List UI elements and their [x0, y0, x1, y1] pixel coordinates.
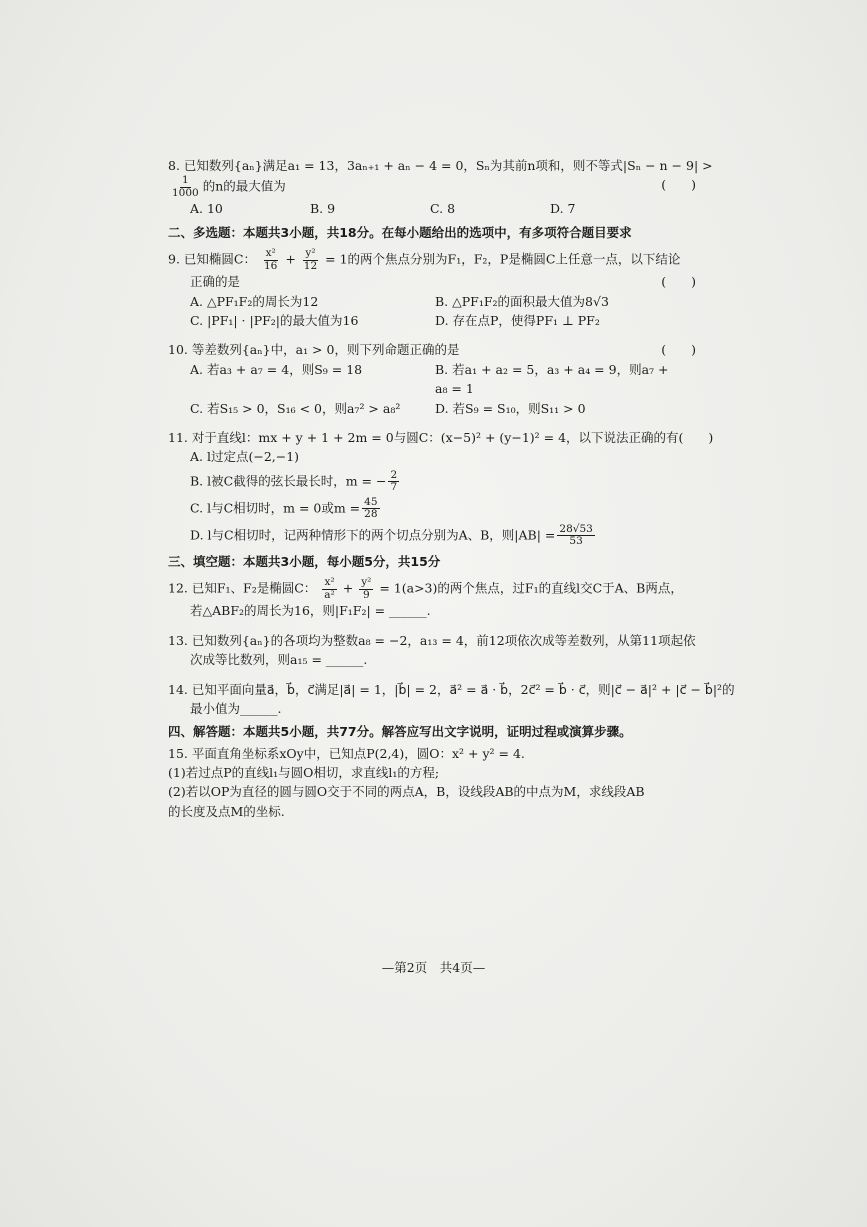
- q12-frac1: [322, 577, 336, 601]
- q12-frac1-den: a²: [324, 588, 335, 601]
- q11-option-c-den: 28: [364, 508, 378, 521]
- q9-frac2: [302, 248, 319, 272]
- q13-line2: 次成等比数列，则a₁₅ = ______.: [190, 652, 368, 668]
- q8-option-b: B. 9: [310, 201, 336, 217]
- q11-option-b: [168, 470, 708, 494]
- question-8: [168, 156, 713, 219]
- q9-answer-paren: ( ): [661, 274, 696, 290]
- q9-option-a: A. △PF₁F₂的周长为12: [190, 293, 319, 309]
- q15-part1: (1)若过点P的直线l₁与圆O相切，求直线l₁的方程;: [168, 765, 440, 781]
- question-14: [168, 680, 735, 719]
- q8-frac-den: 1000: [172, 186, 199, 199]
- q10-answer-paren: ( ): [661, 342, 696, 358]
- q15-part2a: (2)若以OP为直径的圆与圆O交于不同的两点A，B，设线段AB的中点为M，求线段AB: [168, 784, 645, 800]
- q12-frac2-den: 9: [362, 588, 370, 601]
- q9-options-row2: [168, 311, 708, 330]
- q10-option-a: A. 若a₃ + a₇ = 4，则S₉ = 18: [190, 361, 363, 377]
- q11-option-b-text: B. l被C截得的弦长最长时，m = −: [190, 473, 387, 489]
- q8-option-a: A. 10: [190, 201, 223, 217]
- q9-line2: [168, 272, 708, 291]
- q11-option-b-frac: [388, 470, 399, 494]
- q10-options-row2: [168, 399, 708, 418]
- q12-line1: [168, 577, 708, 601]
- q10-option-b: B. 若a₁ + a₂ = 5，a₃ + a₄ = 9，则a₇ + a₈ = 1: [435, 361, 669, 397]
- q9-frac1-num: x²: [265, 247, 276, 260]
- q9-frac1-den: 16: [263, 259, 278, 272]
- q11-line1: 11. 对于直线l：mx + y + 1 + 2m = 0与圆C：(x−5)² + (y−1)² = 4，以下说法正确的有( ): [168, 429, 714, 445]
- q8-line1: 8. 已知数列{aₙ}满足a₁ = 13，3aₙ₊₁ + aₙ − 4 = 0，Sₙ为其前n项和，则不等式|Sₙ − n − 9| >: [168, 158, 713, 173]
- q8-answer-paren: ( ): [661, 177, 696, 193]
- q12-plus: +: [342, 580, 354, 596]
- page-footer: —第2页 共4页—: [381, 960, 486, 975]
- q9-line1: [168, 248, 708, 272]
- q11-option-c-text: C. l与C相切时，m = 0或m =: [190, 500, 361, 516]
- q8-option-d: D. 7: [550, 201, 576, 217]
- q11-option-c-frac: [362, 497, 379, 521]
- q12-pre: 12. 已知F₁、F₂是椭圆C：: [168, 580, 317, 596]
- q11-option-d-text: D. l与C相切时，记两种情形下的两个切点分别为A、B，则|AB| =: [190, 527, 556, 543]
- q8-option-c: C. 8: [430, 201, 456, 217]
- q9-frac2-num: y²: [305, 247, 316, 260]
- question-12: [168, 577, 708, 620]
- q9-option-c: C. |PF₁| · |PF₂|的最大值为16: [190, 313, 359, 329]
- q15-part2b: 的长度及点M的坐标.: [168, 803, 285, 819]
- q12-frac1-num: x²: [324, 576, 335, 589]
- q9-frac1: [262, 248, 279, 272]
- question-9: [168, 248, 708, 330]
- q11-option-d-den: 53: [569, 535, 583, 548]
- q8-options: [168, 199, 708, 218]
- q11-option-b-num: 2: [390, 468, 398, 481]
- q12-frac2: [359, 577, 373, 601]
- q9-options-row1: [168, 292, 708, 311]
- q11-option-d-frac: [557, 524, 594, 548]
- exam-content: [168, 150, 735, 821]
- q15-line1: 15. 平面直角坐标系xOy中，已知点P(2,4)，圆O：x² + y² = 4.: [168, 745, 525, 761]
- q10-options-row1: [168, 360, 708, 399]
- q11-option-b-den: 7: [390, 481, 398, 494]
- q10-option-c: C. 若S₁₅ > 0，S₁₆ < 0，则a₇² > a₈²: [190, 400, 401, 416]
- q13-line1: 13. 已知数列{aₙ}的各项均为整数a₈ = −2，a₁₃ = 4，前12项依次成等差数列，从第11项起依: [168, 632, 696, 648]
- question-15: [168, 744, 708, 822]
- question-11: [168, 428, 714, 548]
- q8-frac-num: 1: [182, 174, 189, 187]
- q11-option-a: A. l过定点(−2,−1): [190, 449, 300, 465]
- q12-line2: 若△ABF₂的周长为16，则|F₁F₂| = ______.: [190, 603, 431, 619]
- question-10: [168, 340, 708, 418]
- q12-frac2-num: y²: [361, 576, 372, 589]
- q9-plus: +: [285, 251, 296, 267]
- q9-post: = 1的两个焦点分别为F₁，F₂，P是椭圆C上任意一点，以下结论: [325, 251, 681, 267]
- q8-line2-text: 的n的最大值为: [202, 178, 286, 194]
- q11-option-c: [168, 497, 708, 521]
- q8-fraction: [170, 175, 201, 199]
- q9-option-b: B. △PF₁F₂的面积最大值为8√3: [435, 293, 609, 309]
- q10-option-d: D. 若S₉ = S₁₀，则S₁₁ > 0: [435, 400, 586, 416]
- question-13: [168, 631, 708, 670]
- q9-frac2-den: 12: [303, 259, 318, 272]
- q9-option-d: D. 存在点P，使得PF₁ ⊥ PF₂: [435, 313, 600, 329]
- section-3-heading: 三、填空题：本题共3小题，每小题5分，共15分: [168, 553, 441, 569]
- q11-option-d: [168, 524, 708, 548]
- q11-option-c-num: 45: [364, 495, 378, 508]
- q10-line1: [168, 340, 708, 359]
- q9-pre: 9. 已知椭圆C：: [168, 251, 256, 267]
- q14-line1: 14. 已知平面向量a⃗，b⃗，c⃗满足|a⃗| = 1，|b⃗| = 2，a⃗² = a⃗ · b⃗，2c⃗² = b⃗ · c⃗，则|c⃗ − a⃗|² + |c⃗ − b⃗|²的: [168, 681, 735, 697]
- q9-line2-text: 正确的是: [190, 274, 241, 290]
- section-2-heading: 二、多选题：本题共3小题，共18分。在每小题给出的选项中，有多项符合题目要求: [168, 224, 632, 240]
- section-4-heading: 四、解答题：本题共5小题，共77分。解答应写出文字说明，证明过程或演算步骤。: [168, 724, 632, 740]
- q12-post: = 1(a>3)的两个焦点，过F₁的直线l交C于A、B两点，: [379, 580, 683, 596]
- q14-line2: 最小值为______.: [190, 700, 282, 716]
- q10-stem: 10. 等差数列{aₙ}中，a₁ > 0，则下列命题正确的是: [168, 342, 460, 358]
- q11-option-d-num: 28√53: [559, 522, 593, 535]
- q8-line2: [168, 175, 708, 199]
